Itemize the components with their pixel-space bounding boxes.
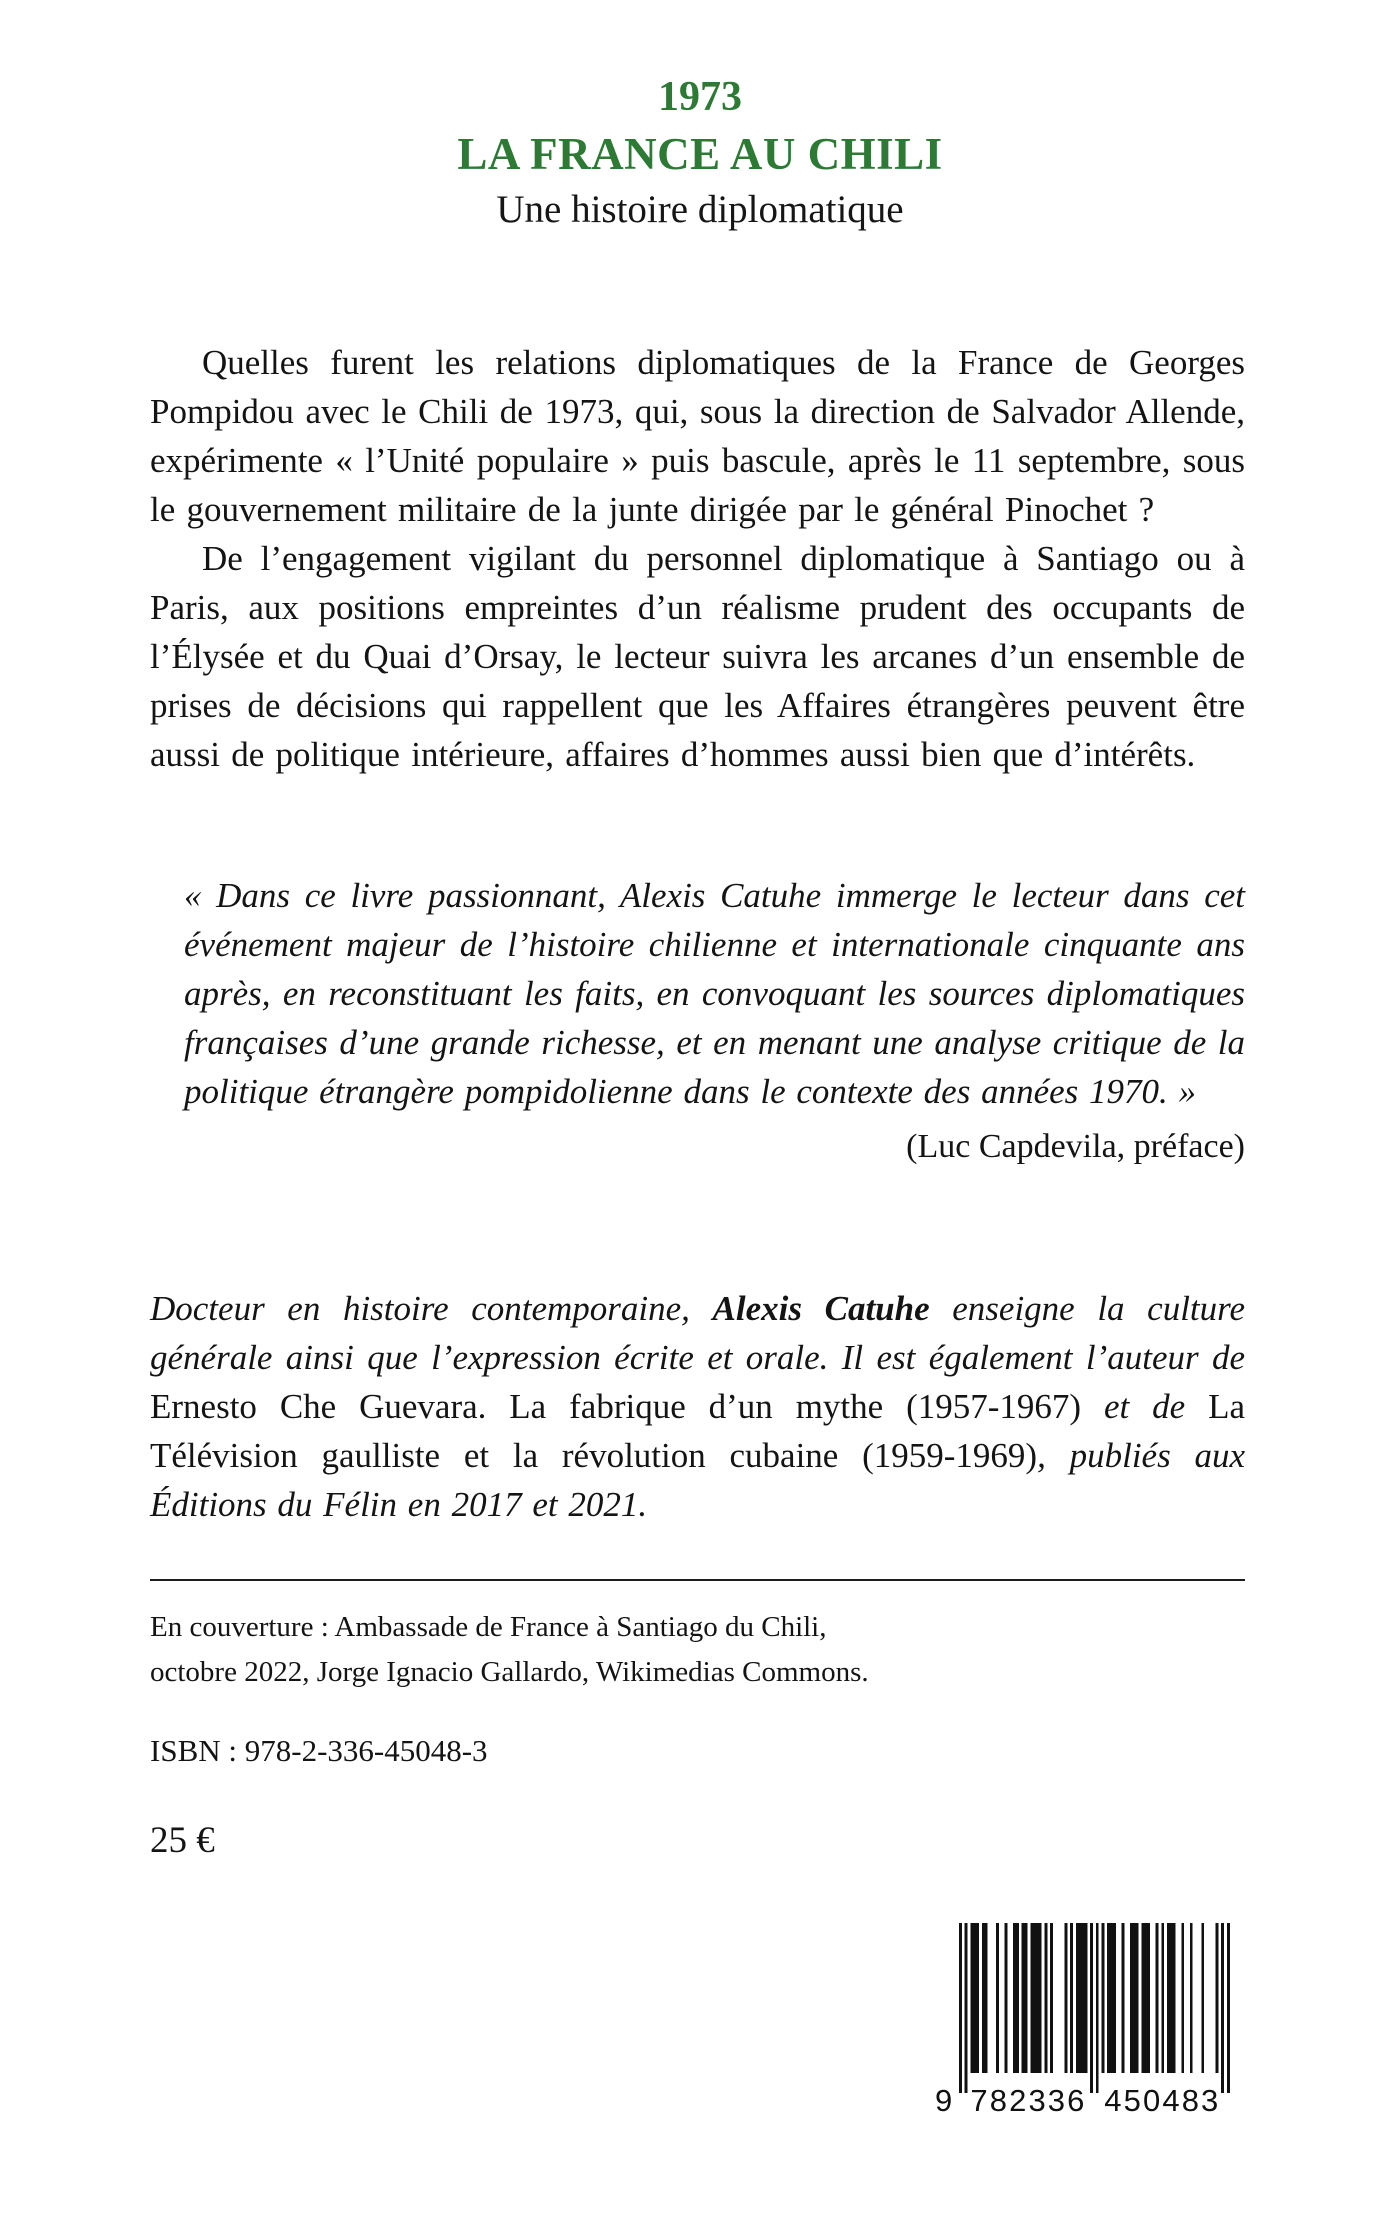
ean13-barcode xyxy=(935,1923,1235,2115)
bio-text-italic: et de xyxy=(1103,1386,1186,1426)
book-subtitle: Une histoire diplomatique xyxy=(496,188,904,232)
quote-attribution: (Luc Capdevila, préface) xyxy=(906,1127,1245,1165)
bio-text-italic: enseigne la culture générale ainsi que l’expression écrite et orale. Il est également l’auteur de xyxy=(150,1288,1246,1377)
author-bio xyxy=(150,1284,1245,1529)
synopsis-paragraph-1: Quelles furent les relations diplomatiques de la France de Georges Pompidou avec le Chili de 1973, qui, sous la direction de Salvador Allende, expérimente « l’Unité populaire » puis bascule, après le 11 septembre, sous le gouvernement militaire de la junte dirigée par le général Pinochet ? xyxy=(150,342,1245,529)
cover-credit-line-2: octobre 2022, Jorge Ignacio Gallardo, Wikimedias Commons. xyxy=(150,1655,869,1688)
book-reference-1: Ernesto Che Guevara. La fabrique d’un mythe (1957-1967) xyxy=(150,1386,1104,1426)
book-year: 1973 xyxy=(658,74,742,120)
bio-text-italic: Docteur en histoire contemporaine, xyxy=(150,1288,713,1328)
book-title: LA FRANCE AU CHILI xyxy=(457,128,943,179)
svg-text:782336: 782336 xyxy=(970,2083,1085,2115)
text-block xyxy=(150,338,1245,1862)
isbn: ISBN : 978-2-336-45048-3 xyxy=(150,1732,488,1768)
barcode-svg xyxy=(935,1923,1235,2115)
svg-text:450483: 450483 xyxy=(1104,2083,1219,2115)
bio-text-italic: , publiés aux Éditions du Félin en 2017 et 2021. xyxy=(150,1435,1245,1524)
book-reference-2: La Télévision gaulliste et la révolution cubaine (1959-1969) xyxy=(150,1386,1245,1475)
svg-text:9: 9 xyxy=(935,2083,953,2115)
cover-credit xyxy=(150,1605,1245,1695)
preface-quote: « Dans ce livre passionnant, Alexis Catuhe immerge le lecteur dans cet événement majeur de l’histoire chilienne et internationale cinquante ans après, en reconstituant les faits, en convoquant les sources diplomatiques françaises d’une grande richesse, et en menant une analyse critique de la politique étrangère pompidolienne dans le contexte des années 1970. » xyxy=(184,875,1245,1111)
title-block xyxy=(0,0,1400,238)
cover-credit-line-1: En couverture : Ambassade de France à Santiago du Chili, xyxy=(150,1610,827,1643)
price: 25 € xyxy=(150,1819,215,1861)
author-name: Alexis Catuhe xyxy=(712,1288,930,1328)
synopsis-paragraph-2: De l’engagement vigilant du personnel diplomatique à Santiago ou à Paris, aux positions empreintes d’un réalisme prudent des occupants de l’Élysée et du Quai d’Orsay, le lecteur suivra les arcanes d’un ensemble de prises de décisions qui rappellent que les Affaires étrangères peuvent être aussi de politique intérieure, affaires d’hommes aussi bien que d’intérêts. xyxy=(150,538,1245,774)
divider-line xyxy=(150,1579,1245,1581)
